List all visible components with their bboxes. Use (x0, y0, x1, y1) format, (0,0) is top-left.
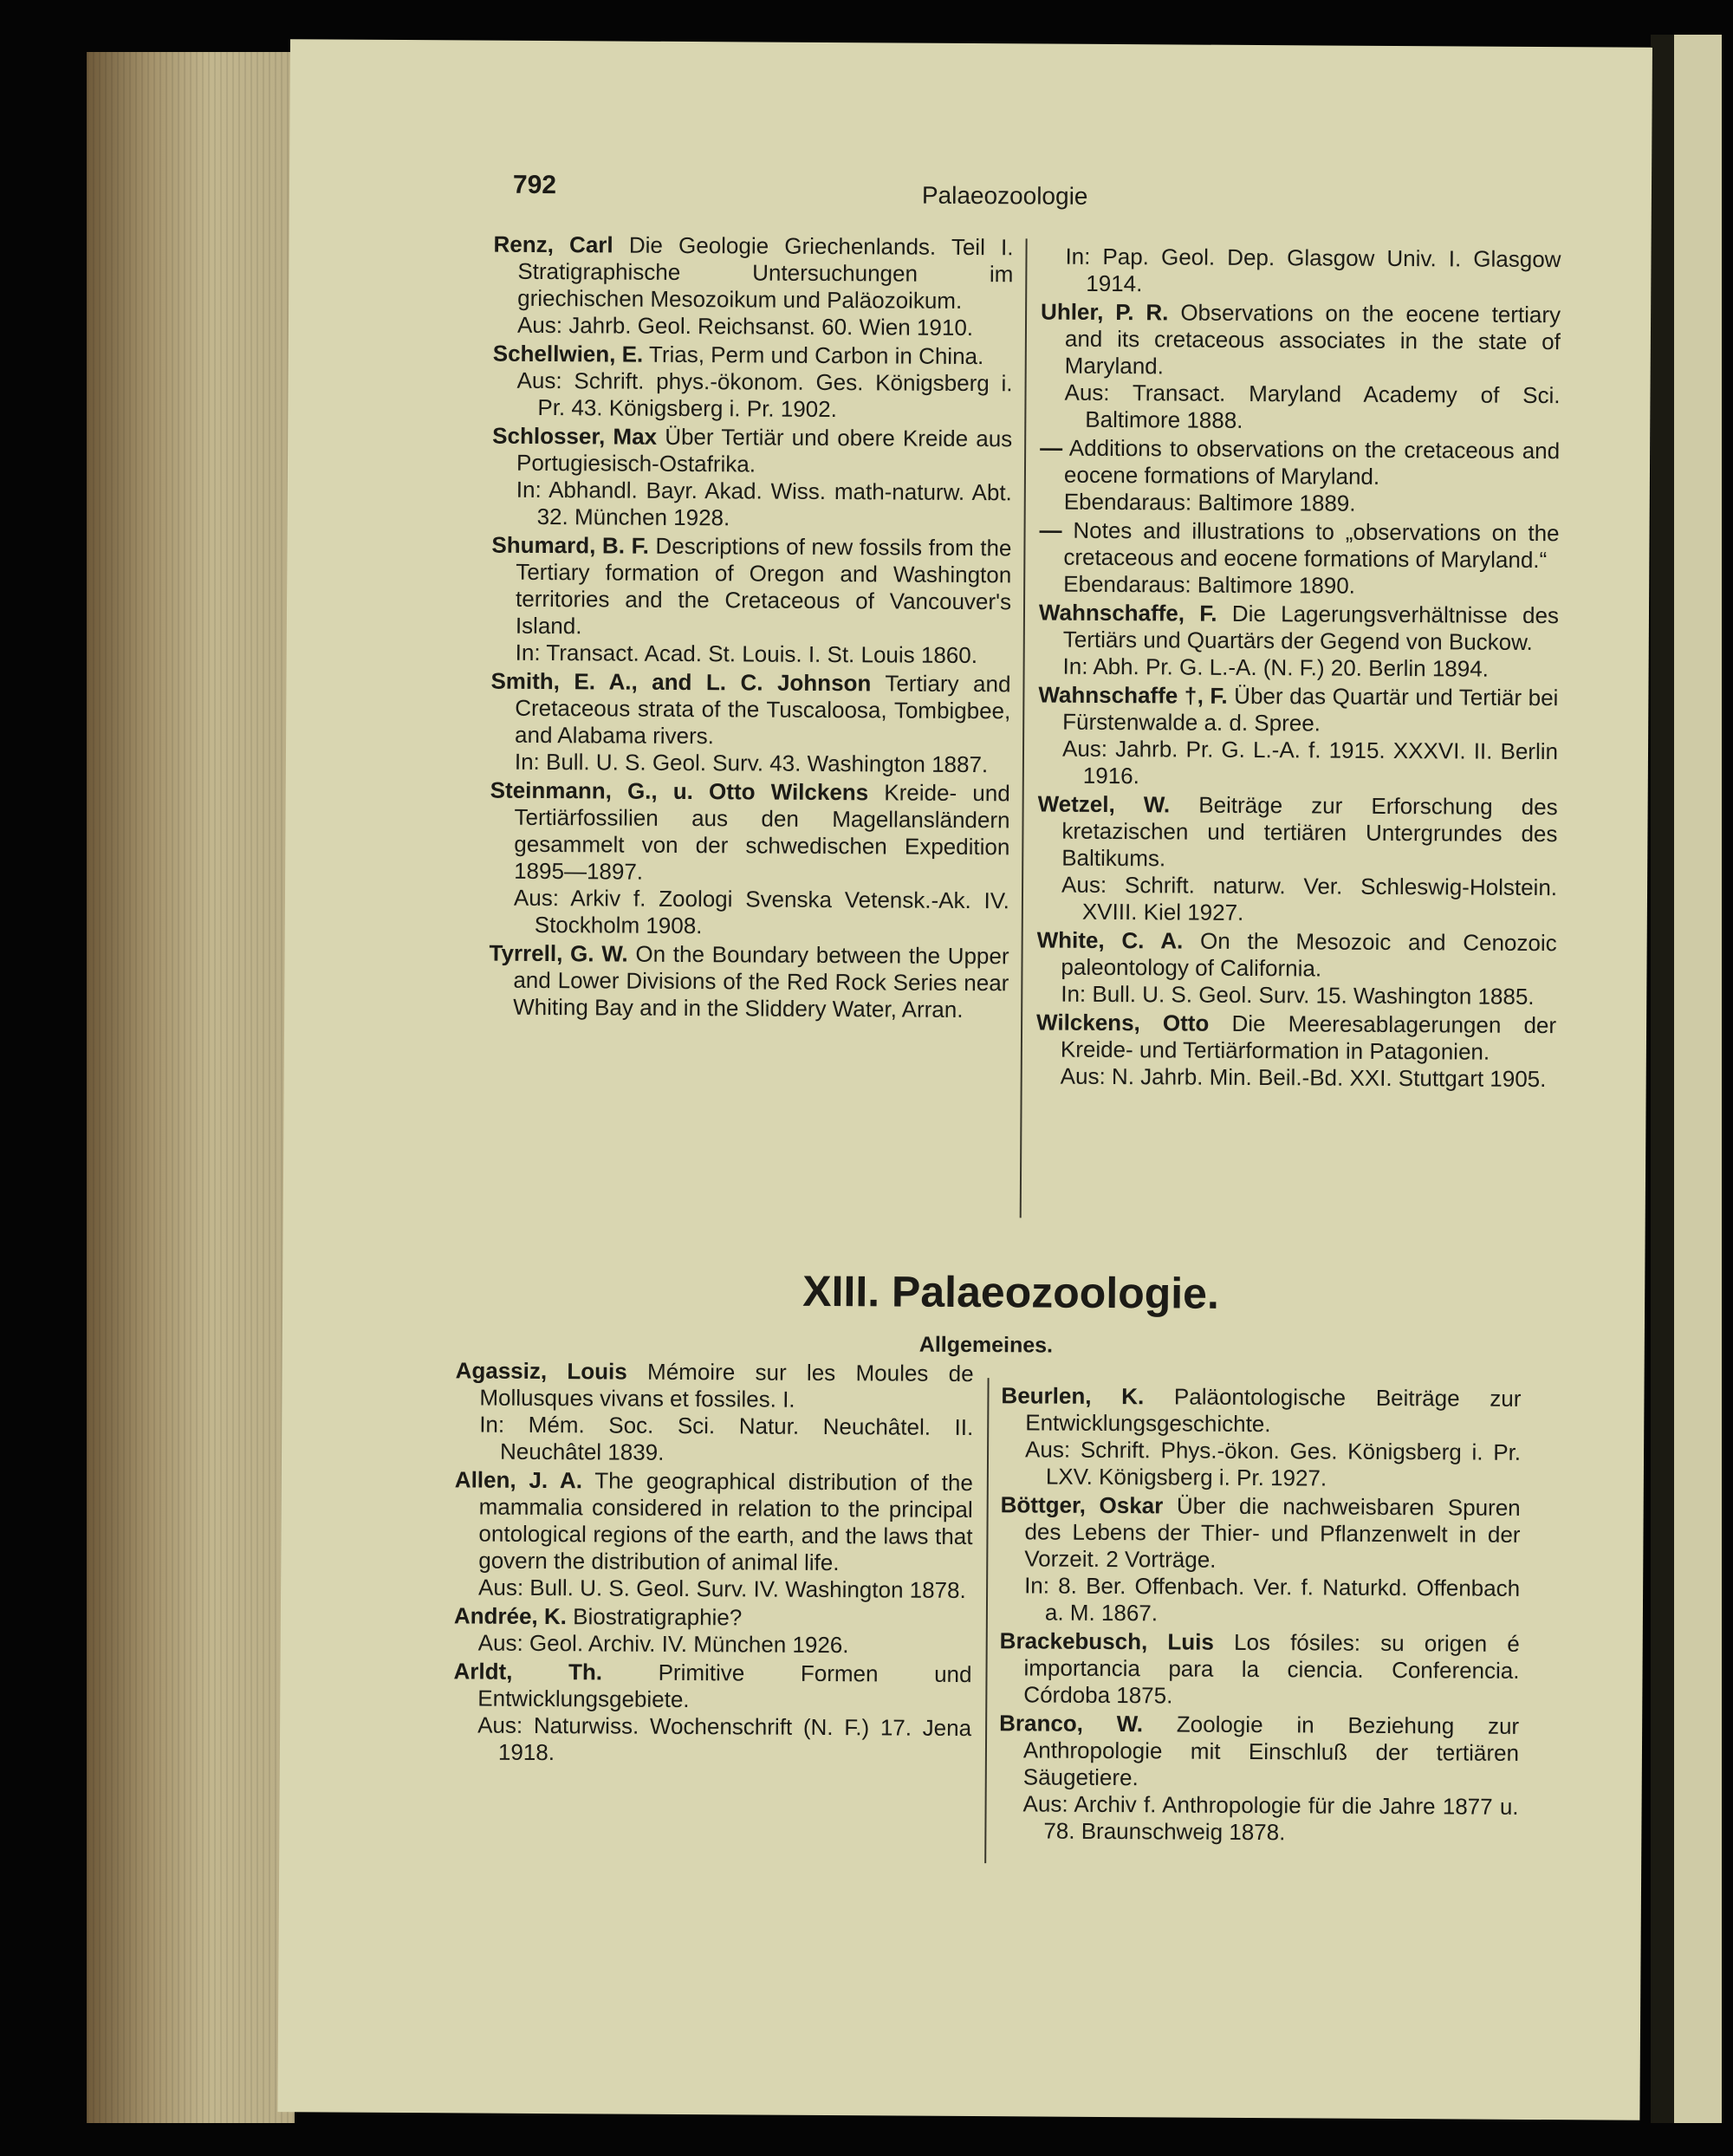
bibliography-entry (1039, 516, 1560, 601)
entry-title: Tertiary and Cretaceous strata of the Tuscaloosa, Tombigbee, and Alabama rivers. (515, 670, 1011, 750)
entry-title: Mémoire sur les Moules de Mollusques vivans et fossiles. I. (479, 1358, 974, 1412)
entry-author: Wetzel, W. (1037, 790, 1171, 818)
bibliography-entry (454, 1466, 973, 1604)
entry-heading (999, 1627, 1520, 1711)
entry-author: Wahnschaffe †, F. (1038, 681, 1228, 709)
entry-heading (1040, 434, 1560, 491)
bibliography-entry (490, 777, 1010, 942)
entry-source: Aus: Bull. U. S. Geol. Surv. IV. Washington 1878. (478, 1574, 966, 1603)
bibliography-entry (1040, 434, 1561, 518)
bibliography-entry (454, 1602, 972, 1659)
entry-author: White, C. A. (1036, 926, 1184, 954)
entry-heading (490, 668, 1011, 752)
entry-heading (490, 777, 1010, 888)
entry-title: On the Mesozoic and Cenozoic paleontology of California. (1061, 927, 1557, 982)
entry-author: Beurlen, K. (1001, 1382, 1145, 1410)
entry-source: In: Bull. U. S. Geol. Surv. 43. Washington 1887. (514, 748, 989, 778)
entry-title: The geographical distribution of the mammalia considered in relation to the principal ontological regions of the earth, and the laws that govern the distribution of animal life. (478, 1467, 973, 1576)
entry-heading (491, 532, 1012, 643)
entry-author: Agassiz, Louis (455, 1357, 627, 1385)
page-number: 792 (512, 170, 557, 200)
entry-title: Biostratigraphie? (573, 1603, 743, 1631)
entry-heading (1000, 1491, 1521, 1575)
entry-title: Über die nachweisbaren Spuren des Lebens der Thier- und Pflanzenwelt in der Vorzeit. 2 Vorträge. (1024, 1492, 1521, 1573)
entry-source: Aus: Geol. Archiv. IV. München 1926. (477, 1629, 849, 1659)
entry-title: Kreide- und Tertiärfossilien aus den Magellansländern gesammelt von der schwedischen Expedition 1895—1897. (514, 779, 1010, 885)
entry-author: Schellwien, E. (492, 340, 644, 367)
entry-title: Additions to observations on the cretaceous and eocene formations of Maryland. (1063, 434, 1561, 490)
entry-author: Wahnschaffe, F. (1038, 599, 1217, 627)
entry-title: Die Geologie Griechenlands. Teil I. Stratigraphische Untersuchungen im griechischen Mesozoikum und Paläozoikum. (517, 231, 1014, 314)
entry-source: In: 8. Ber. Offenbach. Ver. f. Naturkd. Offenbach a. M. 1867. (1024, 1572, 1521, 1627)
entry-title: Primitive Formen und Entwicklungsgebiete. (477, 1659, 972, 1713)
column-divider (1020, 238, 1028, 1218)
entry-author: Allen, J. A. (454, 1466, 583, 1494)
entry-heading (1041, 298, 1561, 382)
entry-source: In: Mém. Soc. Sci. Natur. Neuchâtel. II. Neuchâtel 1839. (479, 1411, 974, 1465)
entry-author: Shumard, B. F. (491, 531, 649, 559)
entry-heading (1036, 926, 1556, 984)
entry-source: In: Transact. Acad. St. Louis. I. St. Louis 1860. (515, 639, 978, 669)
bibliography-entry (1040, 298, 1561, 436)
bibliography-entry (998, 1710, 1519, 1848)
entry-author: — (1040, 434, 1063, 461)
entry-author: Tyrrell, G. W. (489, 939, 628, 967)
entry-author: Uhler, P. R. (1041, 298, 1169, 326)
entry-author: Wilckens, Otto (1036, 1009, 1210, 1036)
lower-right-column (998, 1382, 1521, 1849)
bibliography-entry (491, 532, 1012, 670)
entry-title: Die Meeresablagerungen der Kreide- und Tertiärformation in Patagonien. (1060, 1010, 1557, 1065)
bibliography-entry (1038, 681, 1559, 792)
entry-source: Aus: Arkiv f. Zoologi Svenska Vetensk.-Ak. IV. Stockholm 1908. (513, 884, 1010, 939)
bibliography-entry (492, 341, 1013, 425)
entry-heading (1039, 599, 1559, 656)
entry-title: Descriptions of new fossils from the Tertiary formation of Oregon and Washington territories and the Cretaceous of Vancouver's Island. (515, 532, 1012, 640)
entry-heading (1001, 1382, 1521, 1439)
entry-source: Aus: Jahrb. Geol. Reichsanst. 60. Wien 1910. (516, 311, 974, 341)
bibliography-entry (1037, 790, 1558, 928)
bibliography-entry (1001, 1382, 1522, 1493)
bibliography-entry (490, 668, 1011, 779)
entry-author: Andrée, K. (453, 1602, 568, 1630)
entry-source: Ebendaraus: Baltimore 1890. (1063, 570, 1356, 599)
page-edges-stack (87, 52, 295, 2123)
running-title: Palaeozoologie (921, 181, 1088, 210)
entry-heading (493, 341, 1013, 371)
entry-source: In: Abhandl. Bayr. Akad. Wiss. math-naturw. Abt. 32. München 1928. (516, 476, 1012, 531)
entry-source: Aus: Schrift. Phys.-ökon. Ges. Königsberg i. Pr. LXV. Königsberg i. Pr. 1927. (1024, 1436, 1522, 1491)
entry-title: Über das Quartär und Tertiär bei Fürstenwalde a. d. Spree. (1062, 682, 1559, 737)
entry-heading (493, 231, 1014, 315)
entry-title: Die Lagerungsverhältnisse des Tertiärs und Quartärs der Gegend von Buckow. (1062, 600, 1560, 655)
entry-author: Smith, E. A., and L. C. Johnson (490, 667, 872, 697)
entry-heading (1039, 516, 1559, 574)
entry-heading (454, 1602, 972, 1633)
upper-left-column (489, 231, 1014, 1026)
entry-source: In: Abh. Pr. G. L.-A. (N. F.) 20. Berlin 1894. (1062, 653, 1490, 682)
bibliography-entry (1041, 243, 1561, 300)
entry-heading (489, 940, 1009, 1024)
entry-title: Notes and illustrations to „observations on the cretaceous and eocene formations of Maryland.“ (1063, 516, 1560, 574)
entry-heading (1037, 790, 1558, 874)
facing-page-edge (1674, 35, 1722, 2123)
entry-author: Böttger, Oskar (1000, 1491, 1164, 1519)
entry-title: Paläontologische Beiträge zur Entwicklungsgeschichte. (1025, 1383, 1522, 1438)
lower-left-column (453, 1357, 974, 1770)
section-subheading: Allgemeines. (918, 1332, 1054, 1358)
entry-source: Aus: N. Jahrb. Min. Beil.-Bd. XXI. Stuttgart 1905. (1060, 1062, 1547, 1093)
bibliography-entry (1000, 1491, 1521, 1629)
entry-title: Los fósiles: su origen é importancia para la ciencia. Conferencia. Córdoba 1875. (1023, 1628, 1520, 1709)
entry-heading (454, 1466, 973, 1577)
entry-title: Zoologie in Beziehung zur Anthropologie mit Einschluß der tertiären Säugetiere. (1022, 1711, 1520, 1791)
book-gutter (1651, 35, 1675, 2123)
bibliography-entry (489, 940, 1009, 1024)
bibliography-entry (1036, 1009, 1557, 1093)
upper-right-column (1036, 243, 1561, 1094)
entry-title: Über Tertiär und obere Kreide aus Portugiesisch-Ostafrika. (516, 423, 1013, 477)
entry-source: Aus: Naturwiss. Wochenschrift (N. F.) 17. Jena 1918. (477, 1711, 972, 1766)
entry-author: Arldt, Th. (453, 1658, 603, 1685)
entry-heading (1036, 1009, 1556, 1066)
entry-source: Aus: Schrift. phys.-ökonom. Ges. Königsberg i. Pr. 43. Königsberg i. Pr. 1902. (516, 367, 1013, 423)
book-page (277, 39, 1652, 2120)
entry-title: On the Boundary between the Upper and Lower Divisions of the Red Rock Series near Whiting Bay and in the Sliddery Water, Arran. (513, 940, 1009, 1023)
bibliography-entry (1039, 599, 1560, 683)
entry-heading (453, 1658, 971, 1715)
entry-source: Aus: Jahrb. Pr. G. L.-A. f. 1915. XXXVI. II. Berlin 1916. (1061, 735, 1559, 789)
bibliography-entry (493, 231, 1014, 342)
entry-source: In: Bull. U. S. Geol. Surv. 15. Washington 1885. (1061, 980, 1535, 1010)
entry-source: Ebendaraus: Baltimore 1889. (1063, 488, 1356, 516)
bibliography-entry (453, 1658, 972, 1769)
entry-author: Branco, W. (999, 1710, 1144, 1737)
bibliography-entry (1036, 926, 1557, 1010)
entry-title: Beiträge zur Erforschung des kretazischen und tertiären Untergrundes des Baltikums. (1061, 791, 1558, 872)
entry-heading (492, 423, 1012, 480)
entry-source: Aus: Transact. Maryland Academy of Sci. Baltimore 1888. (1064, 379, 1561, 433)
entry-source: In: Pap. Geol. Dep. Glasgow Univ. I. Glasgow 1914. (1065, 243, 1561, 297)
entry-heading (1038, 681, 1558, 738)
entry-author: — (1039, 516, 1062, 543)
entry-title: Trias, Perm und Carbon in China. (648, 341, 984, 370)
entry-author: Brackebusch, Luis (999, 1627, 1214, 1655)
section-heading: XIII. Palaeozoologie. (802, 1266, 1220, 1318)
column-divider (984, 1378, 989, 1863)
bibliography-entry (999, 1627, 1520, 1711)
entry-author: Steinmann, G., u. Otto Wilckens (490, 776, 869, 806)
bibliography-entry (492, 423, 1013, 534)
entry-heading (999, 1710, 1520, 1794)
entry-title: Observations on the eocene tertiary and its cretaceous associates in the state of Maryland. (1064, 299, 1561, 380)
bibliography-entry (455, 1357, 974, 1468)
entry-heading (455, 1357, 973, 1414)
entry-source: Aus: Schrift. naturw. Ver. Schleswig-Holstein. XVIII. Kiel 1927. (1061, 871, 1558, 925)
entry-source: Aus: Archiv f. Anthropologie für die Jahre 1877 u. 78. Braunschweig 1878. (1022, 1790, 1519, 1846)
entry-author: Schlosser, Max (492, 422, 658, 450)
entry-author: Renz, Carl (493, 231, 613, 258)
